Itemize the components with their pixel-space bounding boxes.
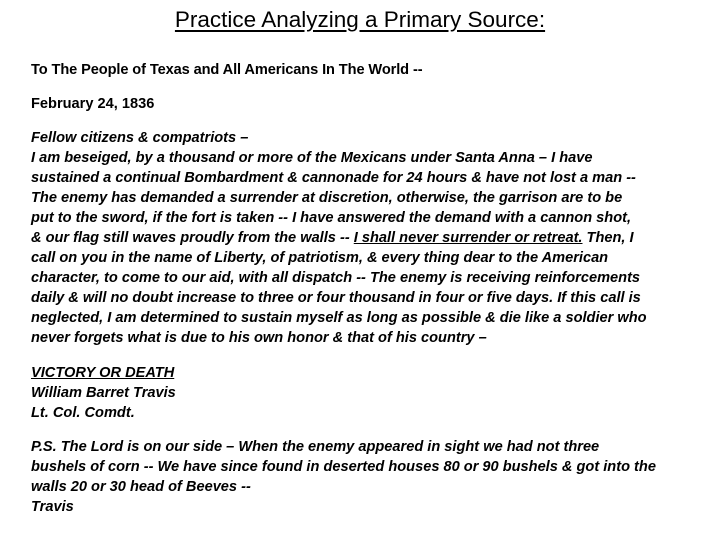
signature-block [31, 363, 696, 423]
signature-name: William Barret Travis [31, 385, 176, 401]
letter-date: February 24, 1836 [31, 96, 155, 112]
letter-line: neglected, I am determined to sustain myself as long as possible & die like a soldier who [31, 310, 647, 326]
postscript-line: P.S. The Lord is on our side – When the enemy appeared in sight we had not three [31, 439, 600, 455]
letter-line: never forgets what is due to his own honor & that of his country – [31, 330, 487, 346]
postscript-signature: Travis [31, 499, 74, 515]
postscript [31, 437, 696, 517]
letter-line: I am beseiged, by a thousand or more of the Mexicans under Santa Anna – I have [31, 150, 593, 166]
letter-line: character, to come to our aid, with all dispatch -- The enemy is receiving reinforcements [31, 270, 641, 286]
letter-line: put to the sword, if the fort is taken -- I have answered the demand with a cannon shot, [31, 210, 632, 226]
letter-line-text: Then, I [582, 230, 634, 246]
page-title [0, 6, 720, 34]
document-body [31, 60, 696, 517]
letter-line: sustained a continual Bombardment & cannonade for 24 hours & have not lost a man -- [31, 170, 636, 186]
letter-line: call on you in the name of Liberty, of patriotism, & every thing dear to the American [31, 250, 609, 266]
letter-salutation: Fellow citizens & compatriots – [31, 130, 249, 146]
underlined-quote: I shall never surrender or retreat. [353, 230, 583, 246]
page-title-text: Practice Analyzing a Primary Source: [174, 7, 546, 32]
letter-line-text: & our flag still waves proudly from the walls -- [31, 230, 354, 246]
letter-line: daily & will no doubt increase to three or four thousand in four or five days. If this call is [31, 290, 641, 306]
postscript-line: bushels of corn -- We have since found in deserted houses 80 or 90 bushels & got into the [31, 459, 656, 475]
postscript-line: walls 20 or 30 head of Beeves -- [31, 479, 251, 495]
letter-heading: To The People of Texas and All Americans In The World -- [31, 62, 423, 78]
signature-motto: VICTORY OR DEATH [31, 365, 175, 381]
letter-line [31, 228, 696, 248]
letter-body [31, 128, 696, 348]
signature-rank: Lt. Col. Comdt. [31, 405, 135, 421]
letter-line: The enemy has demanded a surrender at discretion, otherwise, the garrison are to be [31, 190, 623, 206]
